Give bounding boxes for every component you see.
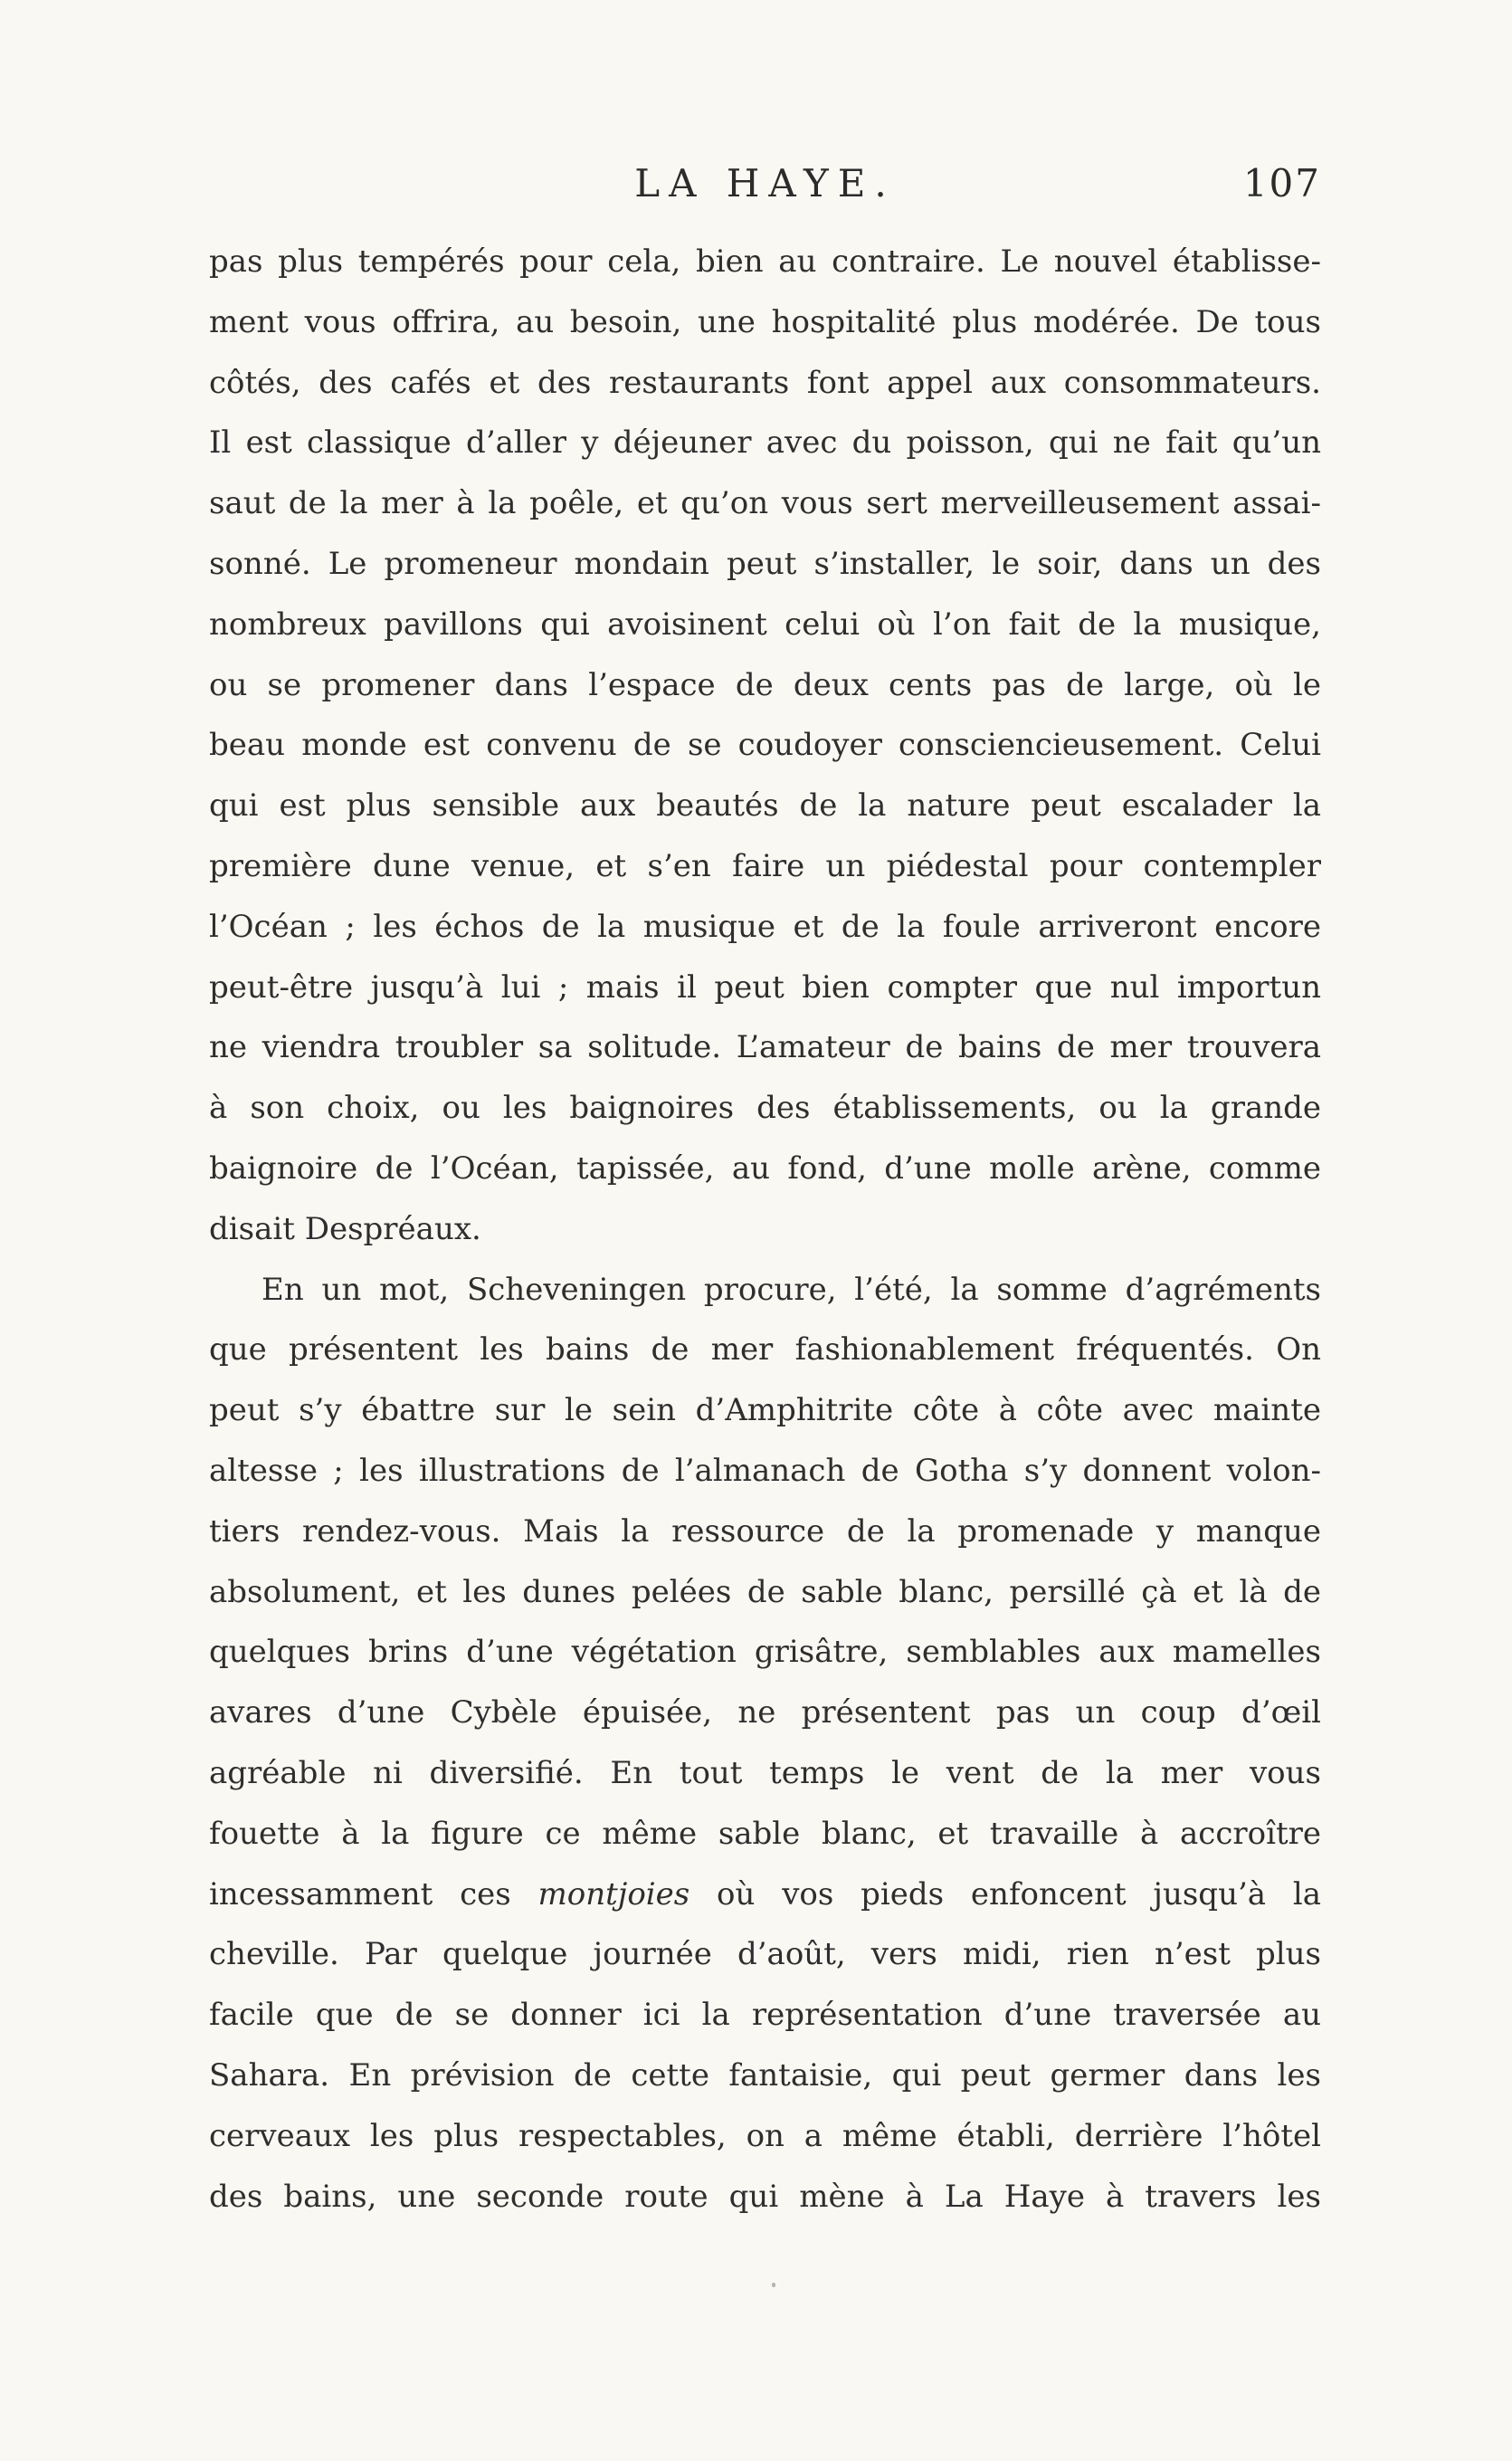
text-line: quelques brins d’une végétation grisâtre, semblables aux mamelles	[209, 1634, 1321, 1671]
paragraph-start-line: En un mot, Scheveningen procure, l’été, la somme d’agréments	[262, 1271, 1321, 1308]
text-line: peut s’y ébattre sur le sein d’Amphitrite côte à côte avec mainte	[209, 1392, 1321, 1429]
text-line: Sahara. En prévision de cette fantaisie, qui peut germer dans les	[209, 2056, 1321, 2094]
text-line: première dune venue, et s’en faire un piédestal pour contempler	[209, 847, 1321, 884]
text-line: ou se promener dans l’espace de deux cents pas de large, où le	[209, 666, 1321, 703]
text-line: facile que de se donner ici la représentation d’une traversée au	[209, 1997, 1321, 2034]
text-line: à son choix, ou les baignoires des établissements, ou la grande	[209, 1090, 1321, 1127]
paragraph-end-line: disait Despréaux.	[209, 1210, 481, 1247]
text-line: fouette à la figure ce même sable blanc, et travaille à accroître	[209, 1815, 1321, 1852]
text-line: absolument, et les dunes pelées de sable blanc, persillé çà et là de	[209, 1573, 1321, 1610]
text-line: nombreux pavillons qui avoisinent celui où l’on fait de la musique,	[209, 606, 1321, 643]
text-line: tiers rendez-vous. Mais la ressource de la promenade y manque	[209, 1512, 1321, 1550]
text-line: ne viendra troubler sa solitude. L’amateur de bains de mer trouvera	[209, 1029, 1321, 1066]
page-number: 107	[1242, 161, 1321, 205]
text-line: pas plus tempérés pour cela, bien au contraire. Le nouvel établisse-	[209, 243, 1321, 280]
text-line: que présentent les bains de mer fashionablement fréquentés. On	[209, 1331, 1321, 1369]
text-line: des bains, une seconde route qui mène à La Haye à travers les	[209, 2178, 1321, 2215]
italic-term: montjoies	[537, 1875, 690, 1913]
page-header	[209, 161, 1321, 215]
text-line: Il est classique d’aller y déjeuner avec du poisson, qui ne fait qu’un	[209, 424, 1321, 462]
text-line: saut de la mer à la poêle, et qu’on vous sert merveilleusement assai-	[209, 485, 1321, 522]
body-text	[209, 232, 1321, 2227]
text-line: sonné. Le promeneur mondain peut s’installer, le soir, dans un des	[209, 545, 1321, 582]
text-line: côtés, des cafés et des restaurants font appel aux consommateurs.	[209, 364, 1321, 401]
paper-speck	[772, 2283, 775, 2287]
text-line: l’Océan ; les échos de la musique et de la foule arriveront encore	[209, 908, 1321, 945]
text-line-with-italic	[209, 1865, 1321, 1925]
text-line: cerveaux les plus respectables, on a même établi, derrière l’hôtel	[209, 2117, 1321, 2154]
text-line: ment vous offrira, au besoin, une hospitalité plus modérée. De tous	[209, 303, 1321, 340]
running-head: LA HAYE.	[634, 161, 896, 205]
line-text-after: où vos pieds enfoncent jusqu’à la	[689, 1875, 1321, 1913]
text-line: beau monde est convenu de se coudoyer consciencieusement. Celui	[209, 727, 1321, 764]
text-line: peut-être jusqu’à lui ; mais il peut bien compter que nul importun	[209, 968, 1321, 1006]
text-line: altesse ; les illustrations de l’almanach de Gotha s’y donnent volon-	[209, 1452, 1321, 1489]
text-line: agréable ni diversifié. En tout temps le vent de la mer vous	[209, 1754, 1321, 1791]
line-text-before: incessamment ces	[209, 1875, 538, 1913]
text-line: baignoire de l’Océan, tapissée, au fond, d’une molle arène, comme	[209, 1149, 1321, 1187]
text-line: cheville. Par quelque journée d’août, vers midi, rien n’est plus	[209, 1936, 1321, 1973]
text-line: qui est plus sensible aux beautés de la nature peut escalader la	[209, 787, 1321, 825]
text-line: avares d’une Cybèle épuisée, ne présentent pas un coup d’œil	[209, 1694, 1321, 1731]
